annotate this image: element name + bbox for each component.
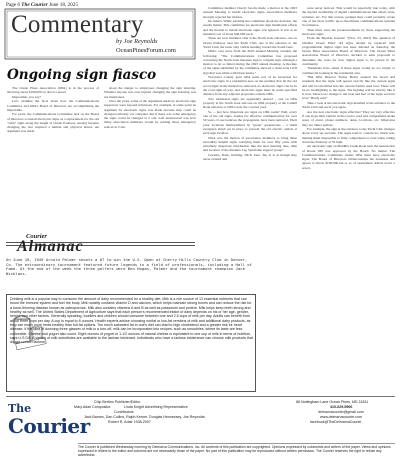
milk-article-text (10, 297, 254, 345)
paragraph: Take a look at the electronic sign installed at the entrance to the Yacht Club and see if you agree. (302, 100, 395, 110)
footer-email[interactable]: delmarvacourier@gmail.com (318, 410, 364, 414)
masthead-byline: by Joe Reynolds (116, 38, 158, 45)
page-number: Page 6 (6, 2, 20, 8)
logo-the: The (8, 402, 32, 415)
masthead-url[interactable]: OceanPinesForum.com (116, 47, 176, 54)
article-column-2 (104, 86, 196, 129)
paragraph: So ... just how important are signs on OPA roads? Well, every one of the old signs, staples for effective communication for over 50 years, if one believes the propaganda, have been removed. Their prior locations memorialized by "green" greenstones – a small evergreen shrub set in place to prevent the old electric outlets at each sign location. (203, 109, 297, 136)
almanac-kicker: Courier (26, 233, 47, 240)
paragraph: Over the years, some of the arguments made by electronic sign supporters were beyond ridiculous. For example, at some point an argument for electronic signs was made because they could be changed remotely via computer and if there was some emergency the signs could be changed at 2 a.m. Left unanswered was how many association members would be reading those emergency notices at 2 am. (104, 99, 196, 129)
staff-compositor: Mary Adair Compositor (74, 405, 111, 409)
paper-name: The Courier (21, 2, 48, 8)
paragraph: Committee member Cheryl Jacobs made a motion at the 2023 Annual Meeting to install electronic signs. Association members strongly rejected her motion. (203, 6, 297, 19)
paragraph: about the danger to employees changing the sign lettering. Whether anyone was ever injured changing the sign lettering was not mentioned. (104, 86, 196, 99)
article-column-1 (7, 86, 99, 134)
footer-phone[interactable]: 410-629-5906 (330, 405, 353, 409)
paragraph: Three are now installed. One at the North Gate entrance, one on Ocean Parkway near the Yacht Club, one at the entrance to the Yacht Club, the latter only visible heading toward the South Gate. (203, 36, 297, 49)
milk-article-body: Drinking milk is a popular way to consume the amount of dairy recommended for a healthy diet. Milk is a rich source of 13 essential nutrients that can boost the immune system and fuel the body. Milk notably contains vitamin D and calcium, which helps maintain strong bones and can reduce the risk for a bone-thinning disease known as osteoporosis. Milk also contains vitamins A and B as well as potassium and protein. Milk helps keep teeth strong and healthy as well. The United States Department of Agriculture says that each person's recommended intake of dairy depends on his or her age, gender, height, and other factors. Generally speaking, toddlers and children should consume between one and 2.5 cups of milk per day. Adults can benefit from about three cups per day. A cup is equal to 8 ounces. Health experts advise choosing nonfat or low-fat versions of milk and additional dairy products, as they are much more heart-healthy than full-fat options. Too much saturated fat in one's diet can lead to high cholesterol and a greater risk for heart disease. If the idea of downing three glasses of milk is a turn-off, milk can be incorporated into recipes, such as smoothies, where its taste are less noticeable. Cheese and yogurt also count. Eight ounces of yogurt or 1-1/2 ounces of natural cheese is equivalent to one cup of milk in terms of nutrition, says U.S.DA. A variety of milk substitutes are available to the lactose intolerant. Individuals who have a lactose intolerance can choose milk products that do not contain lactose. (10, 297, 253, 345)
paragraph: Two additional signs are apparently desired – one on OPA property at the South Gate and one on OPA property at the Cathell Road entrance to OPA's near the covered pool. (203, 96, 297, 110)
footer-disclaimer: The Courier is published Wednesday morning by Delmarva Communications, Inc. All contents of this publication are copyrighted. Opinions expressed by columnists and writers of the paper. Views and opinions expressed in letters to the editor and columns are not necessarily those of the paper. No part of this publication may be reproduced without written permission. The Courier reserves the right to refuse any advertising. (78, 445, 391, 456)
article-column-4 (302, 6, 395, 394)
logo-courier: Courier (8, 414, 90, 438)
paragraph: Then there were the pronouncements by those supporting the electronic signs. (302, 27, 395, 36)
paragraph: Worcester County gave OPA some sort of an exception for electronic signs in a residential area on the premise that all the old wood signs in the median be removed, no electronic signs can be in the road right-of-way, and electronic signs must be some specified distance from any adjacent properties outside OPA. (203, 75, 297, 97)
footer-rule (6, 396, 395, 397)
staff-advertising: Linda Knight Advertising Representative (124, 405, 188, 409)
paragraph: Crickets. Nada. Nothing. Zilch. Zero. Zip. It is as though they never existed and (203, 152, 297, 162)
almanac-header (6, 233, 395, 255)
commentary-masthead (4, 8, 196, 62)
paragraph: For example, the sign at the entrance to the Yacht Club changes about every six seconds. The signs tend to contain too much text, making them impossible to fully comprehend or read when rolling down the Parkway at 35 mph. (302, 127, 395, 144)
paragraph: What was the motion of association members to bring these incredibly helpful signs, notifying them for over fifty years with extremely important information like the next meeting date, time and location of the Restless Leg Syndrome support group? (203, 135, 297, 153)
almanac-text: On June 18, 1949 Arnold Palmer shoots a 67 to win the U.S. Open at Cherry Hills Country Club in Denver, Co. The extraordinary tournament featured future legends in a field of professionals, including a Hall of Fame. At the end of the week the three golfers were Ben Hogan, Palmer and the tournament champion Jack Nicklaus. (6, 257, 252, 276)
paragraph: "But OPA Director Elaine Brady assured the board and residents that the signs will appear exactly like the current signs and will be retrofitted into the current frames used now. There will be no backlighting to the signs. The lighting will be exactly like it is now. There is no change to the look and feel of the signs we have now," Brady said." (302, 75, 395, 101)
issue-date: June 18, 2025 (48, 2, 78, 8)
paragraph: The Ocean Pines Association (OPA) is in the process of throwing about $100,000 on down a sewer. (7, 86, 99, 95)
paragraph: Impossible, you say? (12, 94, 41, 99)
article-headline: Ongoing sign fiasco (7, 67, 157, 83)
staff-contributors-label: Contributors (114, 410, 134, 414)
paragraph: "Residents have asked if these signs would be too bright or commercial looking in the residential area. (302, 66, 395, 75)
footer-facebook[interactable]: facebook@TheDelmarvaCourier (310, 420, 362, 424)
paragraph: From the Bayside Gazette: "(Nov. 23, 2023) The question of whether Ocean Pines' old signs should be replaced with programmable digital signs has been debated on Saturday, the Ocean Pines Association Board of Directors. The Ocean Pines Association Board of Directors decided to seek proposals to determine the costs for four digital signs to be placed in the community. (302, 36, 395, 66)
paragraph: No matter. While advising the committee about the decision, the results matter. This committee for electronic sign installation efforts and the motion to install electronic signs was ignored. It was at an installed cost of about $40,000 each. (203, 19, 297, 36)
article-column-3 (203, 6, 297, 232)
almanac-title: Almanac (17, 238, 84, 255)
paragraph: An electronic sign on Manklin Creek Road near the intersection of Route 589 was approved by the Board. No matter. The Communications Committee insists OPA must have electronic signs. The Board of Directors rubber-stamps the nonsense and agrees to throw $100,000-ish or so of assessment dollars down a sewer. (302, 144, 395, 170)
paragraph: OPA's own news from the 2023 Annual Meeting contains the following: "The Communications Committee has proposed converting the North Gate marquee sign to a digital sign, although a motion to do so failed during the 2023 annual meeting. A mockup of the signs submitted by the committee showed a clean-look LED sign that was white with black letters." (203, 49, 297, 75)
footer-logo (6, 400, 90, 454)
staff-publisher: Chip Bertino Publisher/Editor (94, 400, 141, 404)
paragraph: Are the new electronic signs effective? They are very effective if one stops their vehicle in the road to read and comprehend, make notes of event, phone numbers, dates, locations, etc. Otherwise they are rather useless. (302, 109, 395, 127)
footer-address: 86 Nottingham Lane Ocean Pines, MD 21811 (296, 400, 369, 404)
did-you-know-box (6, 294, 256, 392)
staff-contributors: Jack Barnes, Dan Collins, Ralph Kerner, Douglas Hennessey, Joe Reynolds (84, 415, 205, 419)
footer-note-rule (78, 443, 395, 444)
staff-founder: Robert R. Adair 1938-2007 (108, 420, 151, 424)
footer-website[interactable]: www.delmarvacourier.com (320, 415, 362, 419)
paragraph: For years, the Communications Committee beat on the Board of Directors to install electronic signs as a replacement for the old "stick" signs along the length of Ocean Parkway. Analog because changing the text required a human and physical letters. An argument was made (7, 112, 99, 134)
paragraph: were never noticed. This would be especially true today, with the myriad availability of digital communications like email, texts, websites, etc. For that reason, perhaps they could probably create one of the most terrific up-to-the-minute communications systems in existence. (302, 6, 395, 27)
paragraph: Let's examine the facts about how the Communications Committee and OPA's Board of Directors are accomplishing the impossible. (7, 99, 99, 112)
masthead-title: Commentary (11, 11, 144, 38)
